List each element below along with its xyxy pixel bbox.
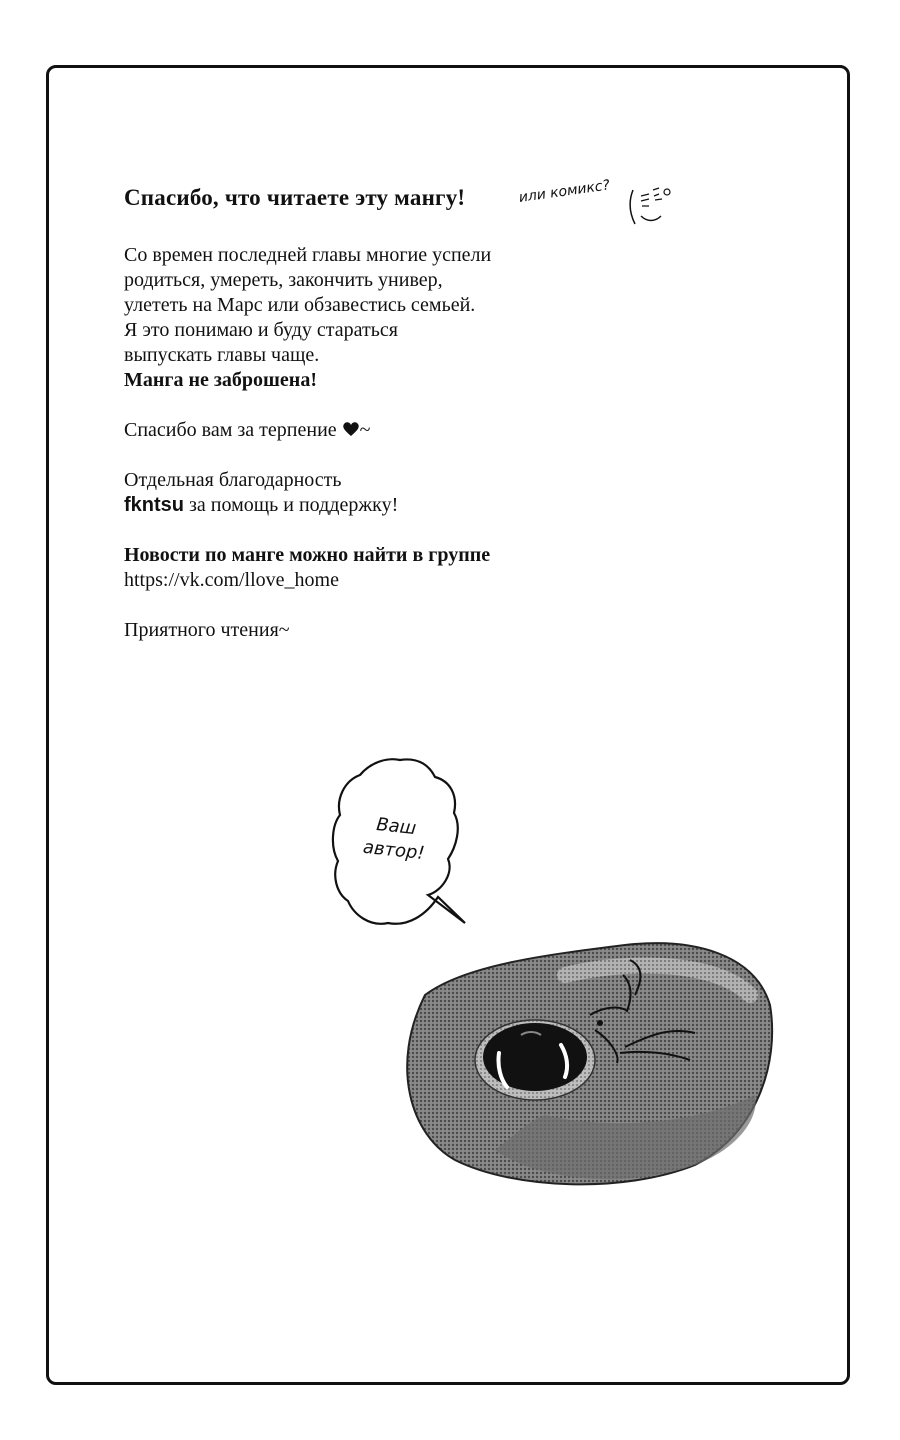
intro-line: Со времен последней главы многие успели [124,244,492,266]
intro-line: Я это понимаю и буду стараться [124,319,398,341]
bean-creature-illustration [395,935,780,1195]
intro-line: родиться, умереть, закончить универ, [124,269,443,291]
closing-text: Приятного чтения~ [124,619,290,641]
special-thanks-paragraph [124,468,684,518]
author-note [124,183,684,643]
helper-thanks-text: за помощь и поддержку! [184,494,399,516]
thanks-paragraph [124,418,684,443]
bubble-line-1: Ваш [375,814,418,840]
bubble-text [353,811,438,867]
thanks-text: Спасибо вам за терпение [124,419,337,441]
special-thanks-line: Отдельная благодарность [124,469,342,491]
closing-paragraph [124,618,684,643]
special-thanks-line-2 [124,493,684,518]
group-link[interactable]: https://vk.com/llove_home [124,569,339,591]
page-title: Спасибо, что читаете эту мангу! [124,185,466,210]
title-handnote: или комикс? [517,177,611,206]
doodle-face-icon [627,186,677,232]
intro-paragraph [124,243,684,393]
not-abandoned-text: Манга не заброшена! [124,369,317,391]
intro-line: выпускать главы чаще. [124,344,320,366]
thanks-tilde: ~ [359,419,371,441]
heart-icon [342,421,360,437]
helper-name: fkntsu [124,494,184,516]
news-paragraph [124,543,684,593]
intro-line: улететь на Марс или обзавестись семьей. [124,294,476,316]
news-heading: Новости по манге можно найти в группе [124,544,491,566]
bubble-line-2: автор! [361,836,426,865]
thanks-line [124,418,684,443]
